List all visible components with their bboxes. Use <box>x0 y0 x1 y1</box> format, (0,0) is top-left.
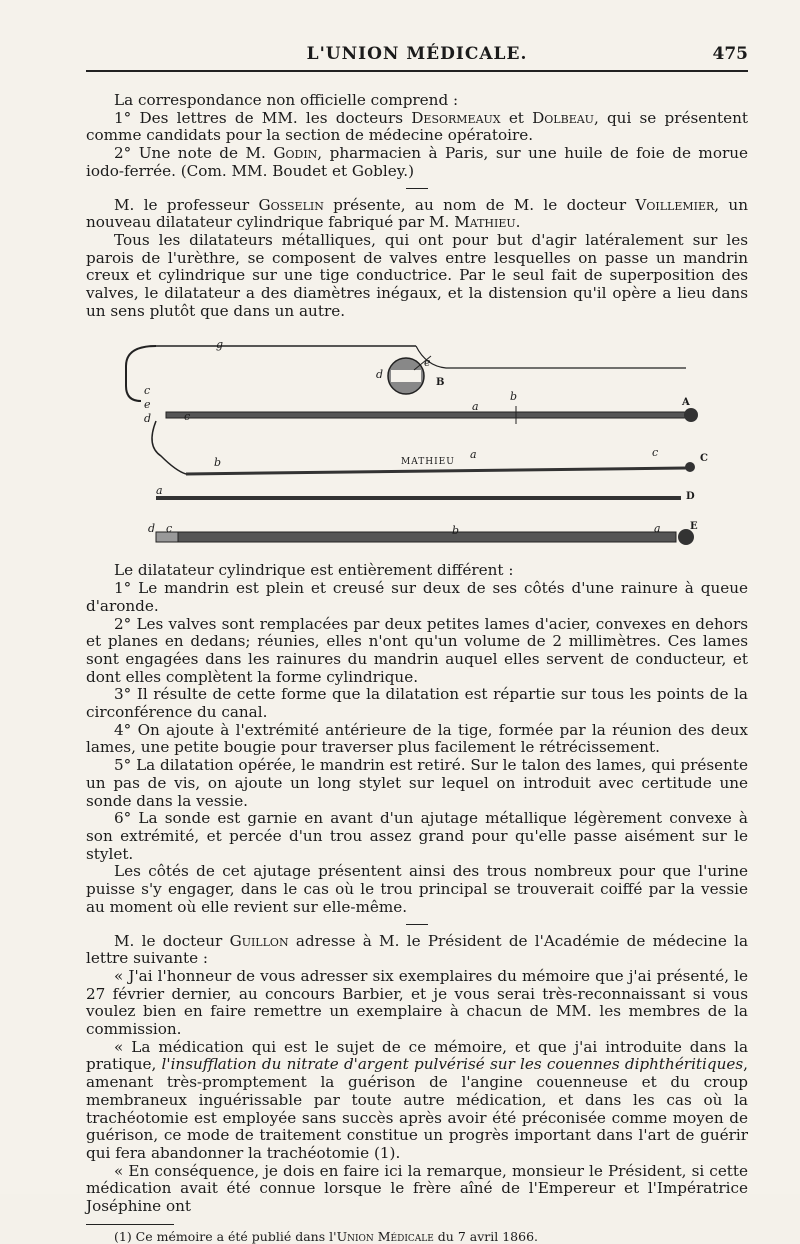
page-header <box>86 44 748 70</box>
figure-label: e <box>424 356 431 370</box>
body-text <box>86 92 748 1244</box>
section-separator <box>406 188 428 189</box>
section-separator <box>406 924 428 925</box>
dilator-figure <box>86 326 748 556</box>
person-name: Voillemier <box>635 195 715 214</box>
paragraph: « La médication qui est le sujet de ce mémoire, et que j'ai introduite dans la pratique, l'insufflation du nitrate d'argent pulvérisé sur les couennes diphthéritiques, amenant très-promptement la guérison de l'angine couenneuse et du croup membraneux inguérissable par toute autre médication, et dans les cas où la trachéotomie est employée sans succès après avoir été préconisée comme moyen de guérison, ce mode de traitement constitue un progrès important dans l'art de guérir qui fera abandonner la trachéotomie (1). <box>86 1037 748 1162</box>
paragraph: Tous les dilatateurs métalliques, qui ont pour but d'agir latéralement sur les parois de l'urèthre, se composent de valves entre lesquelles on passe un mandrin creux et cylindrique sur une tige conductrice. Par le seul fait de superposition des valves, le dilatateur a des diamètres inégaux, et la distension qu'il opère a lieu dans un sens plutôt que dans un autre. <box>86 230 748 320</box>
person-name: Desormeaux <box>411 108 501 127</box>
figure-label: c <box>144 384 151 398</box>
figure-label: b <box>214 456 222 470</box>
running-title: L'UNION MÉDICALE. <box>306 44 528 64</box>
figure-label: e <box>144 398 151 412</box>
paragraph: M. le docteur Guillon adresse à M. le Président de l'Académie de médecine la lettre suivante : <box>86 931 748 968</box>
figure-label: E <box>690 521 698 533</box>
figure-label: D <box>686 491 695 503</box>
paragraph: 1° Le mandrin est plein et creusé sur deux de ses côtés d'une rainure à queue d'aronde. <box>86 579 748 615</box>
paragraph: La correspondance non officielle comprend : <box>114 91 459 109</box>
figure-label: a <box>156 484 163 498</box>
paragraph: M. le professeur Gosselin présente, au nom de M. le docteur Voillemier, un nouveau dilatateur cylindrique fabriqué par M. Mathieu. <box>86 195 748 232</box>
figure-label: a <box>472 400 479 414</box>
page-number: 475 <box>712 44 748 64</box>
figure-label: b <box>452 524 460 538</box>
person-name: Gosselin <box>258 195 324 214</box>
figure-label: a <box>470 448 477 462</box>
figure-label: d <box>376 368 384 382</box>
figure-label: g <box>216 338 224 352</box>
paragraph: 2° Les valves sont remplacées par deux petites lames d'acier, convexes en dehors et planes en dedans; réunies, elles n'ont qu'un volume de 2 millimètres. Ces lames sont engagées dans les rainures du mandrin auquel elles servent de conducteur, et dont elles complètent la forme cylindrique. <box>86 614 748 686</box>
figure-label: d <box>148 522 156 536</box>
person-name: Mathieu <box>454 213 516 232</box>
journal-name: Union Médicale <box>336 1228 434 1244</box>
figure-label: b <box>510 390 518 404</box>
header-rule <box>86 70 748 72</box>
figure-caption: MATHIEU <box>401 457 455 468</box>
paragraph: Le dilatateur cylindrique est entièrement différent : <box>114 561 514 580</box>
figure-label: c <box>652 446 659 460</box>
paragraph: 3° Il résulte de cette forme que la dilatation est répartie sur tous les points de la circonférence du canal. <box>86 685 748 722</box>
figure-label: C <box>700 453 708 465</box>
dilator-engraving <box>86 326 748 556</box>
figure-label: A <box>682 397 690 409</box>
figure-label: B <box>436 377 445 389</box>
paragraph: « En conséquence, je dois en faire ici la remarque, monsieur le Président, si cette médication avait été connue lorsque le frère aîné de l'Empereur et l'Impératrice Joséphine ont <box>86 1161 748 1216</box>
emphasis: l'insufflation du nitrate d'argent pulvérisé sur les couennes diphthéritiques <box>161 1055 744 1074</box>
person-name: Guillon <box>229 931 289 950</box>
footnote-rule <box>86 1224 174 1225</box>
paragraph: « J'ai l'honneur de vous adresser six exemplaires du mémoire que j'ai présenté, le 27 février dernier, au concours Barbier, et je vous serai très-reconnaissant si vous voulez bien en faire remettre un exemplaire à chacun de MM. les membres de la commission. <box>86 966 748 1039</box>
paragraph: 4° On ajoute à l'extrémité antérieure de la tige, formée par la réunion des deux lames, une petite bougie pour traverser plus facilement le rétrécissement. <box>86 720 748 757</box>
footnote: (1) Ce mémoire a été publié dans l'Union Médicale du 7 avril 1866. <box>114 1228 538 1244</box>
person-name: Godin <box>273 144 318 163</box>
paragraph: Les côtés de cet ajutage présentent ainsi des trous nombreux pour que l'urine puisse s'y engager, dans le cas où le trou principal se trouverait coiffé par la vessie au moment où elle revient sur elle-même. <box>86 862 748 916</box>
paragraph: 1° Des lettres de MM. les docteurs Desormeaux et Dolbeau, qui se présentent comme candidats pour la section de médecine opératoire. <box>86 108 748 145</box>
paragraph: 5° La dilatation opérée, le mandrin est retiré. Sur le talon des lames, qui présente un pas de vis, on ajoute un long stylet sur lequel on introduit avec certitude une sonde dans la vessie. <box>86 756 748 810</box>
figure-label: d <box>144 412 152 426</box>
figure-label: c <box>166 522 173 536</box>
paragraph: 2° Une note de M. Godin, pharmacien à Paris, sur une huile de foie de morue iodo-ferrée. (Com. MM. Boudet et Gobley.) <box>86 144 748 180</box>
figure-label: a <box>654 522 661 536</box>
paragraph: 6° La sonde est garnie en avant d'un ajutage métallique légèrement convexe à son extrémité, et percée d'un trou assez grand pour qu'elle passe aisément sur le stylet. <box>86 809 748 863</box>
person-name: Dolbeau <box>532 108 594 127</box>
figure-label: c <box>184 410 191 424</box>
